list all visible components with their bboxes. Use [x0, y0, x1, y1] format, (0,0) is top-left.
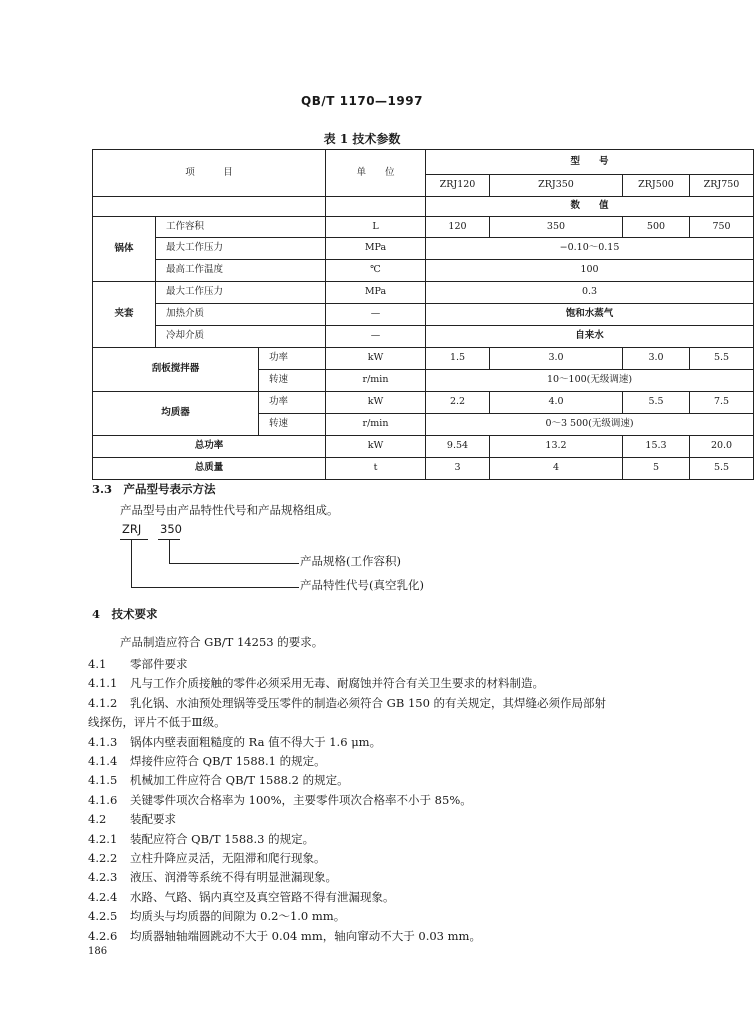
page-header: QB/T 1170—1997: [301, 94, 423, 108]
cell-value: 20.0: [690, 436, 754, 458]
clause-line: [88, 756, 326, 768]
row-unit: t: [326, 458, 426, 480]
clause-text: 焊接件应符合 QB/T 1588.1 的规定。: [130, 754, 326, 768]
clause-line: [88, 717, 226, 729]
clause-text: 液压、润滑等系统不得有明显泄漏现象。: [130, 870, 337, 885]
clause-text: 零部件要求: [130, 657, 188, 671]
clause-number: 4.1.1: [88, 676, 118, 691]
row-unit: r/min: [326, 370, 426, 392]
clause-line: [88, 911, 345, 923]
section-3-3-title: 3.3 产品型号表示方法: [92, 482, 216, 496]
group-pot: 锅体: [93, 217, 156, 282]
cell-value: 4: [490, 458, 623, 480]
model-code-diagram: [120, 522, 470, 602]
connector: [131, 540, 132, 588]
clause-text: 均质器轴轴端圆跳动不大于 0.04 mm，轴向窜动不大于 0.03 mm。: [130, 928, 481, 943]
clause-line: [88, 695, 607, 710]
clause-line: [88, 814, 176, 826]
diagram-spec: 350: [160, 522, 182, 536]
clause-number: 4.2.1: [88, 831, 118, 846]
row-label: 总功率: [93, 436, 326, 458]
page-number: 186: [88, 946, 108, 957]
row-label: 转速: [259, 370, 326, 392]
row-label: 工作容积: [156, 217, 326, 238]
clause-line: [88, 872, 337, 884]
clause-text: 关键零件项次合格率为 100%，主要零件项次合格率不小于 85%。: [130, 792, 472, 807]
clause-number: 4.2.4: [88, 889, 118, 904]
connector: [169, 563, 299, 564]
clause-text: 装配要求: [130, 812, 176, 827]
diagram-label-spec: 产品规格(工作容积): [300, 554, 401, 568]
cell-value: 100: [426, 260, 754, 282]
clause-number: 4.1.4: [88, 754, 118, 768]
clause-line: [88, 853, 326, 865]
clause-text: 乳化锅、水油预处理锅等受压零件的制造必须符合 GB 150 的有关规定，其焊缝必须作局部射: [130, 695, 607, 710]
cell-value: 5: [623, 458, 690, 480]
group-homogenizer: 均质器: [93, 392, 259, 436]
clause-text: 凡与工作介质接触的零件必须采用无毒、耐腐蚀并符合有关卫生要求的材料制造。: [130, 676, 544, 691]
cell-value: 1.5: [426, 348, 490, 370]
row-unit: kW: [326, 392, 426, 414]
row-unit: kW: [326, 348, 426, 370]
clause-text: 水路、气路、锅内真空及真空管路不得有泄漏现象。: [130, 889, 395, 904]
cell-value: 饱和水蒸气: [426, 304, 754, 326]
clause-line: [88, 831, 315, 846]
table-caption: 表 1 技术参数: [323, 132, 401, 146]
row-label: 转速: [259, 414, 326, 436]
clause-number: 4.1.5: [88, 773, 118, 788]
section-4-body: 产品制造应符合 GB/T 14253 的要求。: [120, 635, 324, 649]
clause-line: [88, 775, 349, 787]
cell-value: 9.54: [426, 436, 490, 458]
clause-number: 4.1: [88, 657, 107, 671]
cell-value: 15.3: [623, 436, 690, 458]
clause-text: 装配应符合 QB/T 1588.3 的规定。: [130, 831, 315, 846]
clause-line: [88, 889, 395, 904]
clause-line: [88, 928, 481, 943]
spec-table: [92, 149, 754, 480]
cell-value: 2.2: [426, 392, 490, 414]
cell-value: 自来水: [426, 326, 754, 348]
cell-value: 7.5: [690, 392, 754, 414]
row-label: 最高工作温度: [156, 260, 326, 282]
row-label: 总质量: [93, 458, 326, 480]
clause-number: 4.2.6: [88, 928, 118, 943]
model-name: ZRJ500: [623, 175, 690, 197]
row-label: 冷却介质: [156, 326, 326, 348]
row-label: 最大工作压力: [156, 282, 326, 304]
row-unit: ℃: [326, 260, 426, 282]
clause-line: [88, 792, 472, 807]
row-unit: —: [326, 304, 426, 326]
cell-value: 13.2: [490, 436, 623, 458]
cell-value: 5.5: [690, 458, 754, 480]
clause-number: 4.2: [88, 812, 107, 827]
cell-value: 500: [623, 217, 690, 238]
cell-value: 4.0: [490, 392, 623, 414]
cell-value: 350: [490, 217, 623, 238]
clause-number: 4.2.2: [88, 851, 118, 865]
cell-value: 750: [690, 217, 754, 238]
item-header: 项 目: [93, 150, 326, 197]
cell-value: 5.5: [623, 392, 690, 414]
unit-header: 单 位: [326, 150, 426, 197]
clause-number: 4.1.6: [88, 792, 118, 807]
diagram-code: ZRJ: [122, 522, 142, 536]
cell-value: 3: [426, 458, 490, 480]
row-unit: MPa: [326, 282, 426, 304]
section-3-3-body: 产品型号由产品特性代号和产品规格组成。: [120, 503, 339, 517]
model-header: 型 号: [426, 150, 754, 175]
clause-number: 4.1.3: [88, 734, 118, 749]
cell-value: 10～100(无级调速): [426, 370, 754, 392]
row-label: 功率: [259, 348, 326, 370]
model-name: ZRJ120: [426, 175, 490, 197]
clause-text: 均质头与均质器的间隙为 0.2～1.0 mm。: [130, 909, 346, 924]
clause-text: 机械加工件应符合 QB/T 1588.2 的规定。: [130, 773, 349, 788]
diagram-label-code: 产品特性代号(真空乳化): [300, 578, 424, 592]
row-label: 最大工作压力: [156, 238, 326, 260]
cell-value: 3.0: [623, 348, 690, 370]
row-unit: kW: [326, 436, 426, 458]
cell-value: 3.0: [490, 348, 623, 370]
group-scraper: 刮板搅拌器: [93, 348, 259, 392]
section-4-title: 4 技术要求: [92, 607, 158, 621]
row-label: 功率: [259, 392, 326, 414]
cell-value: 0.3: [426, 282, 754, 304]
values-header: 数 值: [426, 197, 754, 217]
row-unit: r/min: [326, 414, 426, 436]
row-unit: MPa: [326, 238, 426, 260]
clause-number: 4.2.5: [88, 909, 118, 924]
clause-text: 线探伤，评片不低于Ⅲ级。: [88, 715, 226, 730]
cell-value: −0.10～0.15: [426, 238, 754, 260]
underline: [120, 539, 148, 540]
row-unit: —: [326, 326, 426, 348]
group-jacket: 夹套: [93, 282, 156, 348]
model-name: ZRJ350: [490, 175, 623, 197]
clause-text: 立柱升降应灵活，无阻滞和爬行现象。: [130, 851, 326, 865]
clause-line: [88, 734, 382, 749]
clause-line: [88, 659, 188, 671]
clause-number: 4.2.3: [88, 870, 118, 885]
model-name: ZRJ750: [690, 175, 754, 197]
connector: [131, 587, 299, 588]
connector: [169, 540, 170, 564]
row-label: 加热介质: [156, 304, 326, 326]
cell-value: 0～3 500(无级调速): [426, 414, 754, 436]
cell-value: 120: [426, 217, 490, 238]
cell-value: 5.5: [690, 348, 754, 370]
row-unit: L: [326, 217, 426, 238]
clause-number: 4.1.2: [88, 695, 118, 710]
clause-line: [88, 678, 544, 690]
clause-text: 锅体内壁表面粗糙度的 Ra 值不得大于 1.6 μm。: [130, 734, 382, 749]
